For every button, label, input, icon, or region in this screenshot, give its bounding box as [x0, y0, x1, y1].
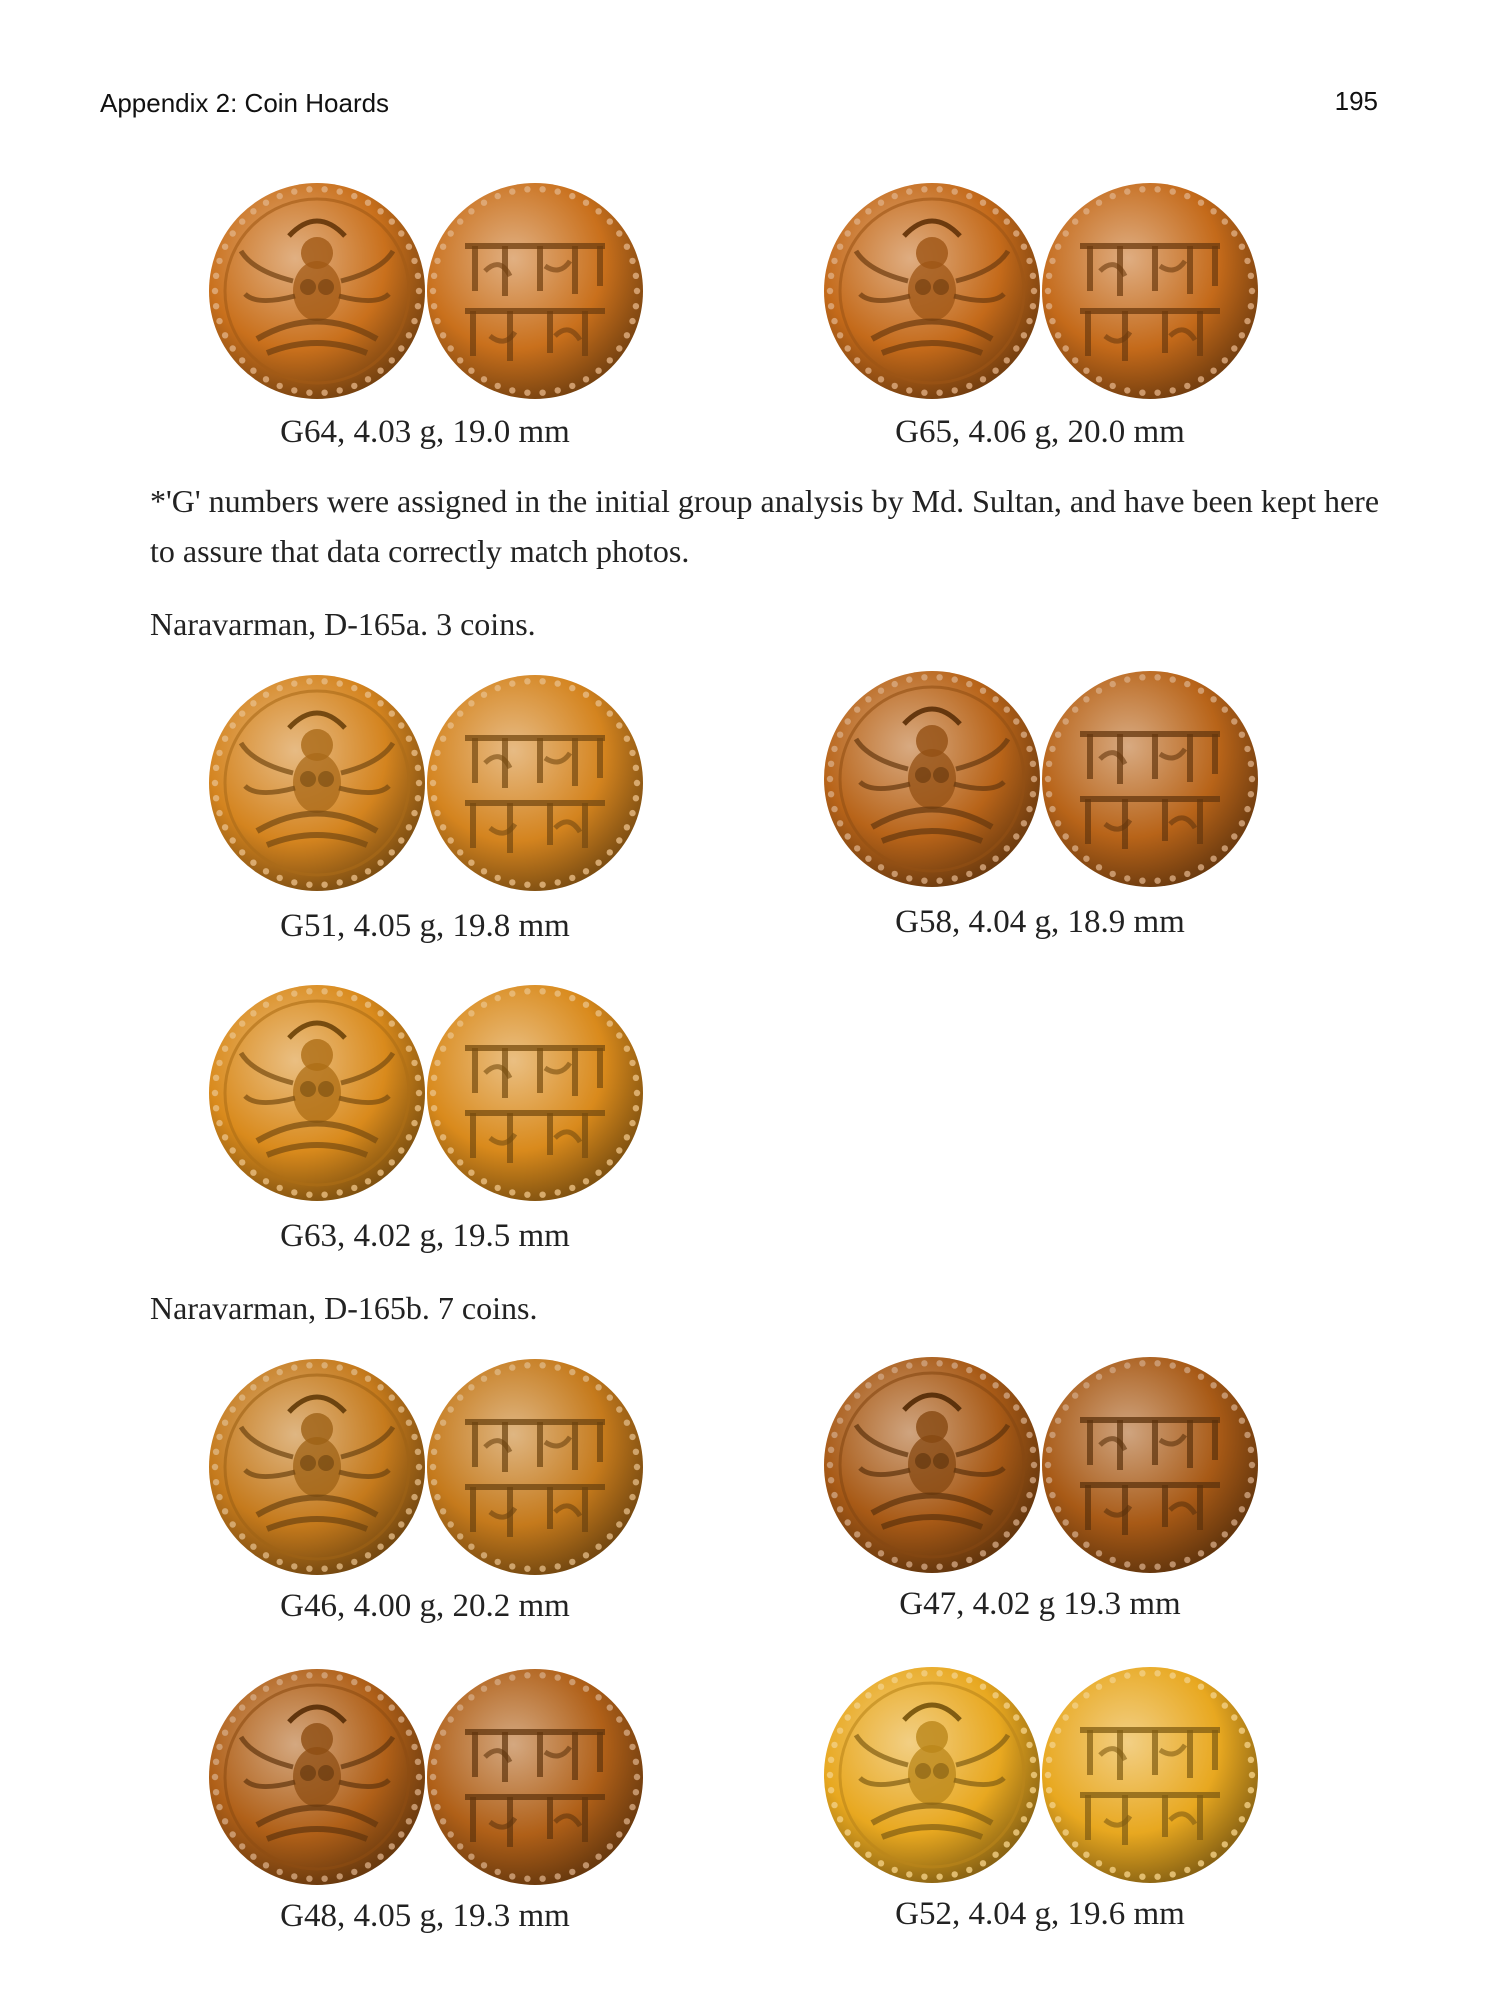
coin-caption-g64: G64, 4.03 g, 19.0 mm	[280, 414, 570, 450]
coin-reverse	[427, 1359, 643, 1575]
coin-obverse	[824, 1667, 1040, 1883]
coin-obverse	[209, 1359, 425, 1575]
page-number: 195	[1334, 86, 1378, 116]
coin-obverse	[824, 183, 1040, 399]
coin-photo-g52	[820, 1660, 1260, 1890]
section-heading-d165b: Naravarman, D-165b. 7 coins.	[150, 1290, 538, 1326]
coin-photo-g58	[820, 664, 1260, 894]
running-title: Appendix 2: Coin Hoards	[100, 88, 390, 118]
coin-obverse	[824, 1357, 1040, 1573]
coin-reverse	[427, 675, 643, 891]
coin-obverse	[209, 985, 425, 1201]
coin-caption-g52: G52, 4.04 g, 19.6 mm	[895, 1896, 1185, 1932]
coin-caption-g47: G47, 4.02 g 19.3 mm	[899, 1586, 1181, 1622]
coin-caption-g48: G48, 4.05 g, 19.3 mm	[280, 1898, 570, 1934]
coin-photo-g48	[205, 1662, 645, 1892]
coin-photo-g65	[820, 176, 1260, 406]
coin-reverse	[427, 985, 643, 1201]
coin-photo-g47	[820, 1350, 1260, 1580]
footnote: *'G' numbers were assigned in the initial group analysis by Md. Sultan, and have been kept here to assure that data correctly match photos.	[150, 483, 1380, 569]
coin-photo-g63	[205, 978, 645, 1208]
coin-reverse	[1042, 1357, 1258, 1573]
coin-reverse	[427, 1669, 643, 1885]
coin-obverse	[824, 671, 1040, 887]
coin-obverse	[209, 183, 425, 399]
coin-obverse	[209, 1669, 425, 1885]
coin-caption-g63: G63, 4.02 g, 19.5 mm	[280, 1218, 570, 1254]
section-heading-d165a: Naravarman, D-165a. 3 coins.	[150, 606, 536, 642]
coin-photo-g64	[205, 176, 645, 406]
coin-photo-g51	[205, 668, 645, 898]
coin-caption-g46: G46, 4.00 g, 20.2 mm	[280, 1588, 570, 1624]
coin-reverse	[1042, 1667, 1258, 1883]
coin-obverse	[209, 675, 425, 891]
coin-caption-g51: G51, 4.05 g, 19.8 mm	[280, 908, 570, 944]
coin-reverse	[1042, 671, 1258, 887]
coin-reverse	[427, 183, 643, 399]
coin-caption-g65: G65, 4.06 g, 20.0 mm	[895, 414, 1185, 450]
coin-reverse	[1042, 183, 1258, 399]
coin-photo-g46	[205, 1352, 645, 1582]
coin-caption-g58: G58, 4.04 g, 18.9 mm	[895, 904, 1185, 940]
